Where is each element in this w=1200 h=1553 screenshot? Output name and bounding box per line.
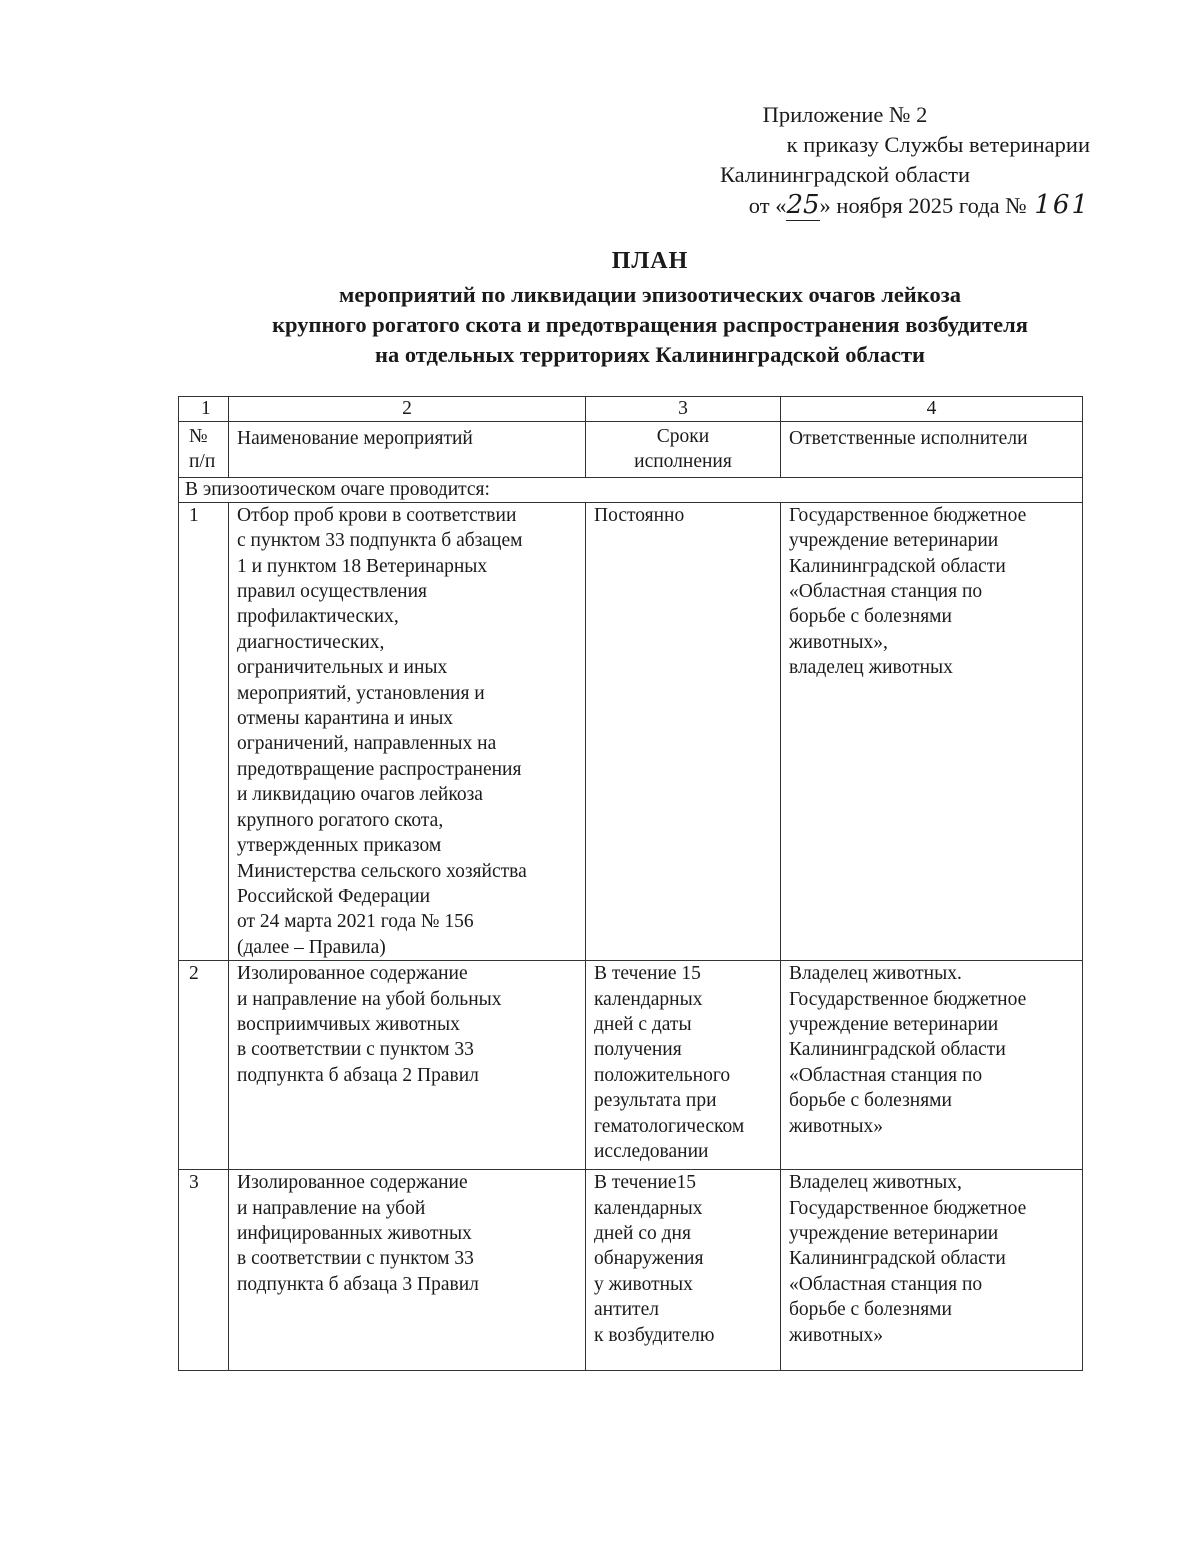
table-row	[179, 961, 1083, 1170]
column-number: 4	[781, 397, 1083, 422]
appendix-date-line	[600, 190, 1090, 221]
appendix-region: Калининградской области	[719, 162, 971, 187]
row-measure: Изолированное содержание и направление на убой больных восприимчивых животных в соответствии с пунктом 33 подпункта б абзаца 2 Правил	[229, 961, 586, 1170]
row-number: 1	[179, 502, 229, 960]
column-number: 1	[179, 397, 229, 422]
header-terms: Сроки исполнения	[586, 422, 781, 478]
table-row	[179, 502, 1083, 960]
column-number-row	[179, 397, 1083, 422]
document-subtitle-line-2: крупного рогатого скота и предотвращения распространения возбудителя	[272, 312, 1028, 337]
document-title: ПЛАН	[611, 248, 689, 274]
row-responsible: Владелец животных, Государственное бюджетное учреждение ветеринарии Калининградской области «Областная станция по борьбе с болезнями животных»	[781, 1170, 1083, 1371]
row-terms: В течение 15 календарных дней с даты получения положительного результата при гематологическом исследовании	[586, 961, 781, 1170]
column-number: 3	[586, 397, 781, 422]
header-num: № п/п	[179, 422, 229, 478]
header-name: Наименование мероприятий	[229, 422, 586, 478]
column-number: 2	[229, 397, 586, 422]
appendix-order-ref: к приказу Службы ветеринарии	[786, 132, 1090, 157]
handwritten-day: 25	[786, 190, 820, 220]
row-responsible: Владелец животных. Государственное бюджетное учреждение ветеринарии Калининградской области «Областная станция по борьбе с болезнями животных»	[781, 961, 1083, 1170]
section-row	[179, 477, 1083, 502]
row-number: 2	[179, 961, 229, 1170]
table-row	[179, 1170, 1083, 1371]
row-responsible: Государственное бюджетное учреждение ветеринарии Калининградской области «Областная станция по борьбе с болезнями животных», владелец животных	[781, 502, 1083, 960]
section-label: В эпизоотическом очаге проводится:	[179, 477, 1083, 502]
date-prefix: от «	[748, 193, 787, 218]
date-middle: » ноября 2025 года №	[819, 193, 1027, 218]
header-responsible: Ответственные исполнители	[781, 422, 1083, 478]
document-title-block	[150, 246, 1150, 370]
document-subtitle-line-1: мероприятий по ликвидации эпизоотических очагов лейкоза	[339, 282, 961, 307]
handwritten-order-number: 161	[1034, 190, 1090, 220]
row-measure: Отбор проб крови в соответствии с пунктом 33 подпункта б абзацем 1 и пунктом 18 Ветеринарных правил осуществления профилактических, диагностических, ограничительных и иных мероприятий, установления и отмены карантина и иных ограничений, направленных на предотвращение распространения и ликвидацию очагов лейкоза крупного рогатого скота, утвержденных приказом Министерства сельского хозяйства Российской Федерации от 24 марта 2021 года № 156 (далее – Правила)	[229, 502, 586, 960]
document-subtitle-line-3: на отдельных территориях Калининградской области	[374, 342, 926, 367]
row-terms: В течение15 календарных дней со дня обнаружения у животных антител к возбудителю	[586, 1170, 781, 1371]
row-terms: Постоянно	[586, 502, 781, 960]
appendix-title: Приложение № 2	[762, 102, 928, 127]
row-number: 3	[179, 1170, 229, 1371]
header-row	[179, 422, 1083, 478]
row-measure: Изолированное содержание и направление на убой инфицированных животных в соответствии с пунктом 33 подпункта б абзаца 3 Правил	[229, 1170, 586, 1371]
appendix-block	[600, 100, 1090, 221]
plan-table	[178, 396, 1083, 1371]
